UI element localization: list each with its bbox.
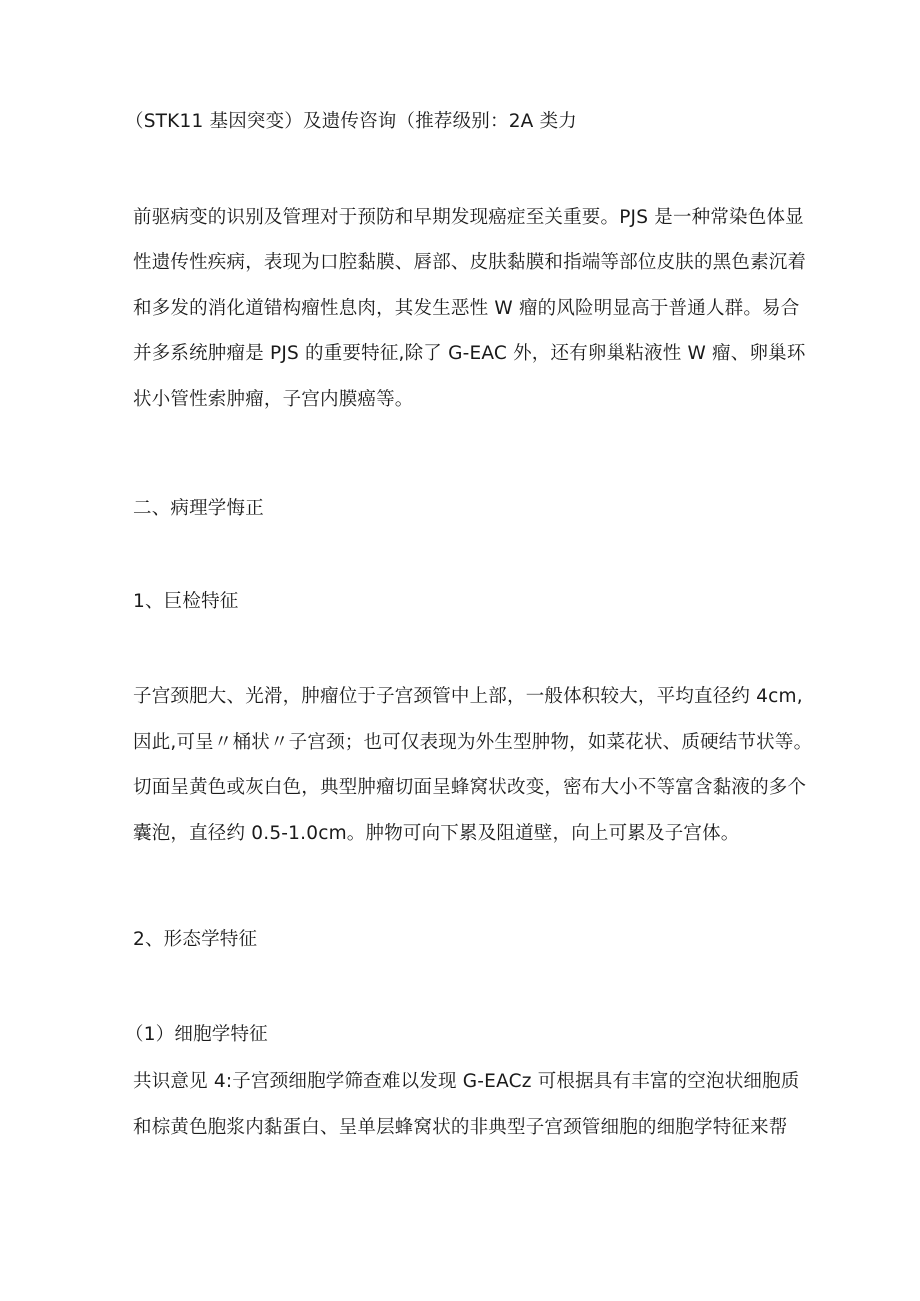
paragraph-line: 状小管性索肿瘤，子宫内膜癌等。 [133,389,414,410]
subheading-morphology: 2、形态学特征 [133,929,258,950]
subsubheading-cytology: （1）细胞学特征 [125,1024,268,1045]
paragraph-line: 因此,可呈〃桶状〃子宫颈；也可仅表现为外生型肿物，如菜花状、质硬结节状等。 [133,732,813,753]
paragraph-line: 囊泡，直径约 0.5-1.0cm。肿物可向下累及阻道壁，向上可累及子宫体。 [133,823,740,844]
paragraph-line: 性遗传性疾病，表现为口腔黏膜、唇部、皮肤黏膜和指端等部位皮肤的黑色素沉着 [133,252,807,273]
paragraph-line: 共识意见 4:子宫颈细胞学筛查难以发现 G-EACz 可根据具有丰富的空泡状细胞质 [133,1071,800,1092]
top-continuation-line: （STK11 基因突变）及遗传咨询（推荐级别：2A 类力 [125,111,578,132]
paragraph-line: 和多发的消化道错构瘤性息肉，其发生恶性 W 瘤的风险明显高于普通人群。易合 [133,298,800,319]
paragraph-line: 子宫颈肥大、光滑，肿瘤位于子宫颈管中上部，一般体积较大，平均直径约 4cm, [133,686,803,707]
section-heading-pathology: 二、病理学悔正 [133,498,264,519]
paragraph-line: 并多系统肿瘤是 PJS 的重要特征,除了 G-EAC 外，还有卵巢粘液性 W 瘤、卵巢环 [133,343,806,364]
paragraph-line: 前驱病变的识别及管理对于预防和早期发现癌症至关重要。PJS 是一种常染色体显 [133,207,804,228]
paragraph-line: 和棕黄色胞浆内黏蛋白、呈单层蜂窝状的非典型子宫颈管细胞的细胞学特征来帮 [133,1117,788,1138]
paragraph-line: 切面呈黄色或灰白色，典型肿瘤切面呈蜂窝状改变，密布大小不等富含黏液的多个 [133,777,807,798]
subheading-gross-features: 1、巨检特征 [133,591,239,612]
